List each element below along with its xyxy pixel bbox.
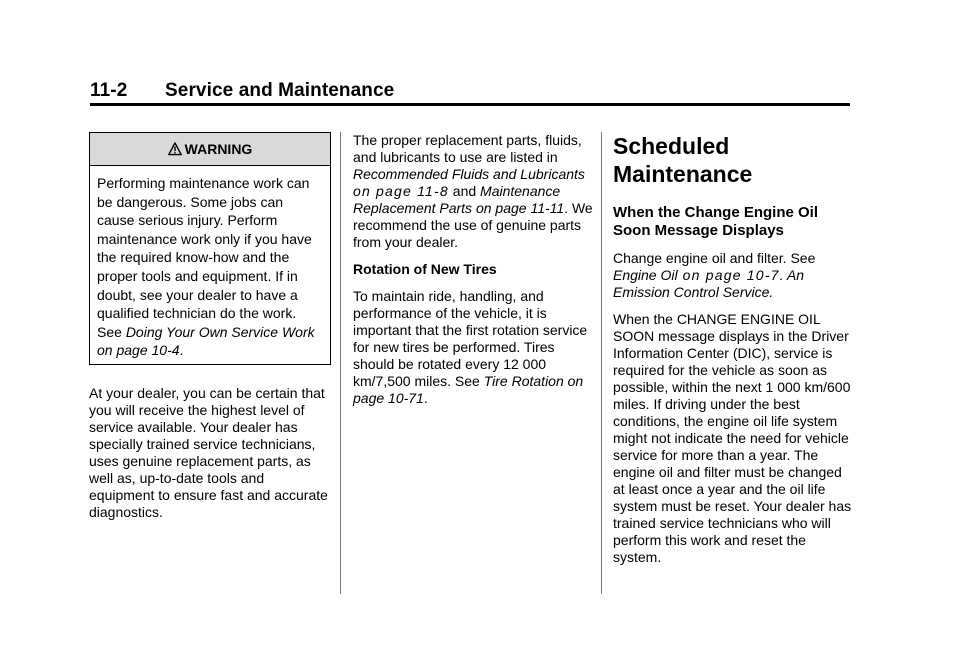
- parts-reference: Maintenance Replacement Parts on page 11-11: [353, 183, 565, 216]
- column-1: [89, 132, 331, 531]
- column-3: [613, 132, 853, 576]
- page-header: [90, 80, 394, 102]
- warning-triangle-icon: [168, 142, 182, 156]
- header-rule: [90, 103, 850, 106]
- oil-message-paragraph: When the CHANGE ENGINE OIL SOON message displays in the Driver Information Center (DIC), service is required for the vehicle as soon as possible, within the next 1 000 km/600 miles. If driving under the best conditions, the engine oil life system might not indicate the need for vehicle service for more than a year. The engine oil and filter must be changed at least once a year and the oil life system must be reset. Your dealer has trained service technicians who will perform this work and reset the system.: [613, 311, 852, 565]
- parts-paragraph: The proper replacement parts, fluids, and lubricants to use are listed in Recommended Fluids and Lubricants on page 11-8 and Maintenance Replacement Parts on page 11-11. We recommend the use of genuine parts from your dealer.: [353, 132, 593, 250]
- column-2: [353, 132, 593, 417]
- page-number: 11-2: [90, 80, 128, 101]
- dealer-paragraph: At your dealer, you can be certain that you will receive the highest level of service available. Your dealer has specially trained service technicians, uses genuine replacement parts, as well as, up-to-date tools and equipment to ensure fast and accurate diagnostics.: [89, 384, 328, 520]
- warning-box: [89, 132, 331, 365]
- section-title: Service and Maintenance: [165, 80, 395, 101]
- tire-rotation-reference: Tire Rotation on page 10-71: [353, 373, 584, 406]
- warning-header: [90, 133, 330, 166]
- tire-rotation-heading: Rotation of New Tires: [353, 261, 497, 277]
- oil-change-paragraph: Change engine oil and filter. See Engine Oil on page 10-7. An Emission Control Service.: [613, 250, 816, 300]
- scheduled-maintenance-title: Scheduled Maintenance: [613, 133, 753, 187]
- column-divider-2: [601, 132, 602, 594]
- warning-reference: Doing Your Own Service Work on page 10-4: [97, 323, 315, 359]
- warning-text: Performing maintenance work can be dangerous. Some jobs can cause serious injury. Perform maintenance work only if you have the required know-how and the proper tools and equipment. If in doubt, see your dealer to have a qualified technician do the work. See Doing Your Own Service Work on page 10-4.: [97, 175, 315, 359]
- column-divider-1: [340, 132, 341, 594]
- oil-message-subtitle: When the Change Engine Oil Soon Message Displays: [613, 204, 819, 239]
- tire-rotation-paragraph: To maintain ride, handling, and performance of the vehicle, it is important that the first rotation service for new tires be performed. Tires should be rotated every 12 000 km/7,500 miles. See Tire Rotation on page 10-71.: [353, 288, 588, 406]
- warning-label: WARNING: [184, 140, 253, 157]
